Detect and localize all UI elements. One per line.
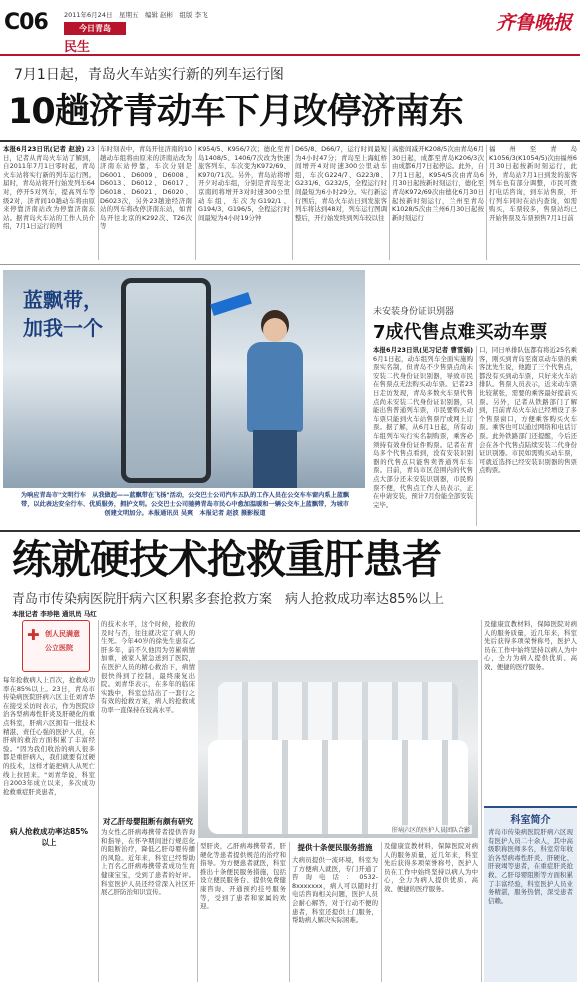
department-box-body: 青岛市传染病医院肝病六区现有医护人员二十余人，其中高级职称医师多名，科室常年收治各型病毒性肝炎、肝硬化、肝衰竭等患者，在重症肝炎抢救、乙肝母婴阻断等方面积累了丰富经验，科室医护人员业务精湛，服务热情，深受患者信赖。 (488, 828, 573, 905)
story3-col-2b-text: 为女性乙肝病毒携带者提供咨询和指导，在怀孕期间进行规范化的阻断治疗，降低乙肝母婴传播的风险。近年来，科室已经帮助上百名乙肝病毒携带者成功生育健康宝宝，受到了患者的好评。科室医护人员还经常深入社区开展乙肝防治知识宣传。 (101, 828, 195, 897)
brand-logo: 齐鲁晚报 (495, 12, 572, 34)
story2-byline: 本报6月23日讯(见习记者 曹雪娟) (373, 346, 473, 354)
story3-subhead-2: 对乙肝母婴阻断有颇有研究 (103, 817, 193, 826)
worker-figure (239, 310, 309, 488)
story3-col-5: 及健康宣教材料，保障医院对病人的服务质量，近几年来，科室先后获得多项荣誉称号，医护人员在工作中始终坚持以病人为中心，全力为病人提供优质、高效、便捷的医疗服务。 (384, 842, 478, 893)
story1-col-2: 车时刻表中，青岛开往济南的10趟动车组将由原来的济南站改为济南东站停靠，车次分别是D6001、D6009、D6008、D6013、D6012、D6017、D6018、D6021、D6020、D6023次，另外23趟途经济南站的列车将改停济南东站，如青岛开往北京的K292次、T26次等 (100, 145, 192, 231)
logo-line-1: 创人民满意 (45, 630, 80, 638)
masthead (0, 0, 580, 56)
story3-byline: 本报记者 李珍艳 通讯员 马红 (12, 610, 97, 618)
story3-deck: 青岛市传染病医院肝病六区积累多套抢救方案 病人抢救成功率达85%以上 (12, 592, 444, 607)
story1-rule (0, 140, 580, 142)
story1-kicker: 7月1日起，青岛火车站实行新的列车运行图 (14, 67, 284, 83)
story1-col-5: 高密间减开K208/5次由青岛6月30日起，成都至青岛K206/3次由成都6月7日起停运。此外，自7月1日起，K954/5次由青岛6月30日起按新时刻运行，德化至青岛K972/69次由德化6月30日起按新时刻运行，兰州至青岛K1028/5次由兰州6月30日起按新时刻运行 (392, 145, 484, 222)
staff-photo (198, 660, 478, 838)
photo-credit: 为响应青岛市"文明行车 从我做起——蓝飘带在飞扬"活动，公交巴士公司汽车五队的工作人员在公交车车窗内系上蓝飘带，以此表达安全行车、优质服务，拥护文明。公交巴士公司驰骋青岛市民心中愈加温暖和一辆公交车上蓝飘带，为城市创建文明加分。本报通讯员 吴爽 本报记者 赵波 摄影报道 (20, 492, 350, 517)
story1-byline: 本报6月23日讯(记者 赵波) (3, 145, 85, 153)
story2-col-1 (373, 346, 473, 526)
story3-col-2b (101, 828, 195, 982)
logo-line-2: 公立医院 (45, 644, 73, 652)
story3-subhead-1: 病人抢救成功率达85%以上 (8, 826, 90, 848)
hospital-logo (22, 620, 90, 672)
story2-col-2: 口，同日单排队伍都有将近25名乘客，刚买到青岛至南京动车票的乘客沈先生说，他跑了三个代售点，都没有买到动车票，只好来火车站排队。售票人员表示，近来动车票比较紧张，需要的乘客最好提前买票。另外，记者从铁路部门了解到，目前青岛火车站已经增设了多个售票窗口，方便乘客购买火车票。乘客也可以通过网络和电话订票。此外铁路部门还提醒，今后还会在各个代售点陆续安装二代身份证识别器。市民如需购买动车票，可就近选择已经安装识别器的售票点购票。 (479, 346, 577, 475)
section-name: 民生 (64, 40, 91, 55)
story2-col-1-text: 6月1日起，动车组列车全面实施购票实名制，但青岛不少售票点尚未安装二代身份证识别器，导致市民在售票点无法购买动车票。记者23日走访发现，青岛多数火车票代售点尚未安装二代身份证识别器，只能出售普通列车票，市民要购买动车票只能到火车站售票厅或网上订票。据了解，从6月1日起，所有动车组列车实行实名制购票，乘客必须持有效身份证件购票。记者在青岛多个代售点看到，没有安装识别器的代售点只能售卖普通列车车票。目前，青岛市区范围内的代售点大部分还未安装识别器，市民购票不便，代售点工作人员表示，正在申请安装，预计7月份能全部安装完毕。 (373, 354, 473, 509)
story1-headline: 10趟济青动车下月改停济南东 (8, 92, 463, 132)
photo-caption-big (23, 286, 103, 342)
story1-col-1-text: 23日，记者从青岛火车站了解到，自2011年7月1日零时起，青岛火车站将实行新的列车运行图。届时，青岛站将开行始发列车64对，停开5对列车，提高列车等级2对，济青间10趟动车将由原来停靠济南站改为停靠济南东站。据青岛火车站的工作人员介绍，7月1日运行的列 (3, 145, 95, 231)
department-box (484, 806, 577, 982)
story3-col-6: 及健康宣教材料，保障医院对病人的服务质量，近几年来，科室先后获得多项荣誉称号，医护人员在工作中始终坚持以病人为中心，全力为病人提供优质、高效、便捷的医疗服务。 (484, 620, 577, 671)
story3-col-2: 的技术水平，这个时候，抢救的及时与否，往往就决定了病人的生死。今年40岁的徐先生患有乙肝多年，前不久他因为劳累病情加重，被家人紧急送到了医院，在医护人员的精心救治下，病情很快得到了控制，最终康复出院。刘青华表示，在多年的临床实践中，科室总结出了一套行之有效的抢救方案，病人的抢救成功率一直保持在较高水平。 (101, 620, 195, 714)
story3-headline: 练就硬技术抢救重肝患者 (12, 537, 441, 583)
story-separator-1 (0, 264, 580, 265)
department-box-title: 科室简介 (510, 815, 551, 826)
story3-col-1-text: 每年抢救病人上百次，抢救成功率在85%以上。23日，青岛市传染病医院肝病六区主任刘青华在接受采访时表示，作为医院诊治各型病毒性肝炎及肝硬化的重点科室，肝病六区拥有一批技术精湛、责任心强的医护人员，在肝病的救治方面积累了丰富经验。"因为我们收治的病人很多都是重肝病人，我们就要有过硬的技术，这样才能把病人从死亡线上拉回来。"刘青华说，科室自2003年成立以来，多次成功抢救重症肝炎患者， (3, 676, 95, 796)
staff-row-front (208, 740, 468, 834)
story3-col-3: 型肝炎，乙肝病毒携带者，肝硬化等患者提供规范的治疗和指导。为方便患者就医，科室推出十条便民服务措施，包括设立便民服务台、提供免费健康咨询、开通预约挂号服务等，受到了患者和家属的欢迎。 (200, 842, 286, 911)
story2-kicker: 未安装身份证识别器 (373, 307, 455, 317)
cross-icon: ✚ (27, 626, 40, 644)
story3-col-4: 大病员提供一流环境，科室为了方便病人就医，专门开通了咨询电话：0532-8xxxxxxx，病人可以随时打电话咨询相关问题，医护人员会耐心解答，对于行动不便的患者，科室还提供上门服务，帮助病人解决实际困难。 (292, 856, 378, 925)
story1-col-6: 福州至青岛K1056/3(K1054/5)次由福州6月30日起按新时刻运行，此外，青岛站7月1日到发的旅客列车也有部分调整，市民可拨打电话咨询，到车站售票，开行列车同时在站内查询，如需购买，车票较多，售票站均已开始售票及车票预售7月1日前 (489, 145, 577, 222)
page-number: C06 (4, 10, 48, 35)
story2-headline: 7成代售点难买动车票 (373, 322, 548, 343)
story1-col-3: K954/5、K956/7次；德化至青岛1408/5、1406/7次改为快速旅客列车，车次变为K972/69、K970/71次。另外，青岛站将增开夕对动车组，分别是青岛至北京南间将增开3对时速300公里动车组，车次为G192/1、G194/3、G196/5，全程运行时间最短为4小时19分钟 (198, 145, 290, 222)
masthead-rule (0, 54, 580, 56)
story1-col-4: D65/8、D66/7，运行时间最短为4小时47分；青岛至上海虹桥间增开4对时速300公里动车组，车次G224/7、G223/8、G231/6、G232/5，全程运行时间最短为6小时29分。实行新运行图后，青岛火车站日到发旅客列车将达到48对，列车运行图调整后，开行始发终到列车较以往 (295, 145, 387, 222)
staff-photo-caption: 肝病六区的医护人员团队合影 (391, 827, 470, 834)
story3-subhead-3: 提供十条便民服务措施 (297, 843, 373, 852)
date-line: 2011年6月24日 星期五 编辑 赵彬 组版 李飞 (64, 11, 208, 19)
story1-col-1 (3, 145, 95, 260)
photo-caption-line-2: 加我一个 (23, 316, 103, 340)
bus-door-frame (121, 278, 211, 483)
story-separator-2 (0, 530, 580, 532)
bus-photo (3, 270, 365, 488)
photo-caption-line-1: 蓝飘带， (23, 288, 103, 312)
section-sub: 今日青岛 (64, 22, 126, 35)
